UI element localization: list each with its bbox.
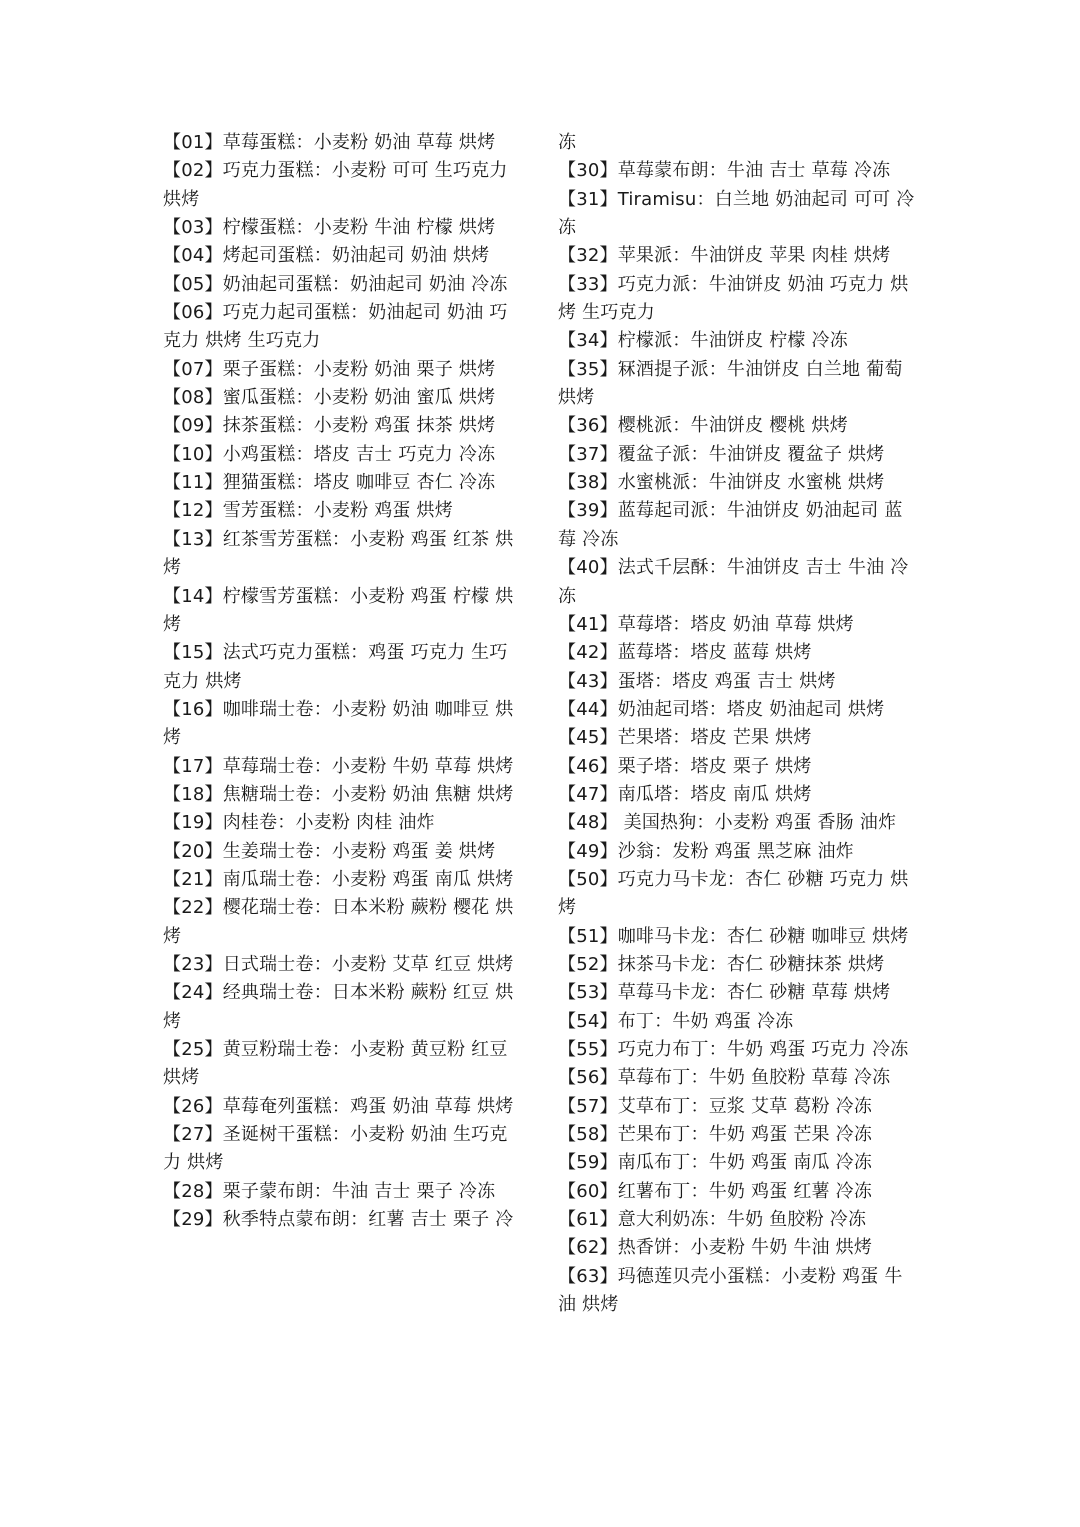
recipe-entry: 【60】红薯布丁：牛奶 鸡蛋 红薯 冷冻 <box>558 1180 873 1202</box>
recipe-entry: 【17】草莓瑞士卷：小麦粉 牛奶 草莓 烘烤 <box>163 755 514 777</box>
recipe-entry: 【23】日式瑞士卷：小麦粉 艾草 红豆 烘烤 <box>163 953 514 975</box>
recipe-entry: 【45】芒果塔：塔皮 芒果 烘烤 <box>558 727 812 749</box>
recipe-entry: 【03】柠檬蛋糕：小麦粉 牛油 柠檬 烘烤 <box>163 217 496 239</box>
recipe-entry: 【12】雪芳蛋糕：小麦粉 鸡蛋 烘烤 <box>163 500 453 522</box>
recipe-entry: 【49】沙翁：发粉 鸡蛋 黑芝麻 油炸 <box>558 840 854 862</box>
recipe-entry: 【22】樱花瑞士卷：日本米粉 蕨粉 樱花 烘烤 <box>163 897 514 947</box>
recipe-entry: 【29】秋季特点蒙布朗：红薯 吉士 栗子 冷 <box>163 1209 514 1231</box>
recipe-entry: 【48】 美国热狗：小麦粉 鸡蛋 香肠 油炸 <box>558 812 897 834</box>
recipe-entry: 【38】水蜜桃派：牛油饼皮 水蜜桃 烘烤 <box>558 472 885 494</box>
recipe-entry: 【09】抹茶蛋糕：小麦粉 鸡蛋 抹茶 烘烤 <box>163 415 496 437</box>
recipe-entry: 【58】芒果布丁：牛奶 鸡蛋 芒果 冷冻 <box>558 1124 873 1146</box>
recipe-entry: 【47】南瓜塔：塔皮 南瓜 烘烤 <box>558 783 812 805</box>
recipe-entry: 【61】意大利奶冻：牛奶 鱼胶粉 冷冻 <box>558 1209 867 1231</box>
recipe-entry: 【51】咖啡马卡龙：杏仁 砂糖 咖啡豆 烘烤 <box>558 925 909 947</box>
recipe-entry: 【10】小鸡蛋糕：塔皮 吉士 巧克力 冷冻 <box>163 443 496 465</box>
recipe-entry: 【33】巧克力派：牛油饼皮 奶油 巧克力 烘烤 生巧克力 <box>558 273 909 324</box>
recipe-entry: 【59】南瓜布丁：牛奶 鸡蛋 南瓜 冷冻 <box>558 1152 873 1174</box>
recipe-list-right-column <box>558 129 920 1319</box>
recipe-entry: 【30】草莓蒙布朗：牛油 吉士 草莓 冷冻 <box>558 160 891 182</box>
recipe-entry-continuation: 冻 <box>558 132 577 153</box>
recipe-entry: 【01】草莓蛋糕：小麦粉 奶油 草莓 烘烤 <box>163 132 496 153</box>
recipe-entry: 【16】咖啡瑞士卷：小麦粉 奶油 咖啡豆 烘烤 <box>163 698 514 749</box>
recipe-entry: 【21】南瓜瑞士卷：小麦粉 鸡蛋 南瓜 烘烤 <box>163 868 514 890</box>
recipe-entry: 【27】圣诞树干蛋糕：小麦粉 奶油 生巧克力 烘烤 <box>163 1124 508 1174</box>
recipe-entry: 【36】樱桃派：牛油饼皮 樱桃 烘烤 <box>558 415 848 437</box>
recipe-entry: 【54】布丁：牛奶 鸡蛋 冷冻 <box>558 1010 794 1032</box>
recipe-entry: 【05】奶油起司蛋糕：奶油起司 奶油 冷冻 <box>163 273 508 295</box>
recipe-entry: 【46】栗子塔：塔皮 栗子 烘烤 <box>558 755 812 777</box>
recipe-entry: 【43】蛋塔：塔皮 鸡蛋 吉士 烘烤 <box>558 670 836 692</box>
recipe-entry: 【40】法式千层酥：牛油饼皮 吉士 牛油 冷冻 <box>558 557 909 607</box>
recipe-entry: 【39】蓝莓起司派：牛油饼皮 奶油起司 蓝莓 冷冻 <box>558 500 903 550</box>
recipe-entry: 【06】巧克力起司蛋糕：奶油起司 奶油 巧克力 烘烤 生巧克力 <box>163 302 508 352</box>
recipe-entry: 【56】草莓布丁：牛奶 鱼胶粉 草莓 冷冻 <box>558 1067 891 1089</box>
recipe-entry: 【62】热香饼：小麦粉 牛奶 牛油 烘烤 <box>558 1237 873 1259</box>
recipe-list-left-column <box>163 129 523 1234</box>
recipe-entry: 【26】草莓奄列蛋糕：鸡蛋 奶油 草莓 烘烤 <box>163 1095 514 1117</box>
recipe-entry: 【25】黄豆粉瑞士卷：小麦粉 黄豆粉 红豆 烘烤 <box>163 1039 508 1089</box>
recipe-entry: 【14】柠檬雪芳蛋糕：小麦粉 鸡蛋 柠檬 烘烤 <box>163 585 514 635</box>
recipe-entry: 【08】蜜瓜蛋糕：小麦粉 奶油 蜜瓜 烘烤 <box>163 387 496 409</box>
recipe-entry: 【41】草莓塔：塔皮 奶油 草莓 烘烤 <box>558 613 854 635</box>
recipe-entry: 【31】Tiramisu：白兰地 奶油起司 可可 冷冻 <box>558 188 915 239</box>
recipe-entry: 【11】狸猫蛋糕：塔皮 咖啡豆 杏仁 冷冻 <box>163 472 496 494</box>
recipe-entry: 【18】焦糖瑞士卷：小麦粉 奶油 焦糖 烘烤 <box>163 783 514 805</box>
recipe-entry: 【32】苹果派：牛油饼皮 苹果 肉桂 烘烤 <box>558 245 891 267</box>
recipe-entry: 【63】玛德莲贝壳小蛋糕：小麦粉 鸡蛋 牛油 烘烤 <box>558 1265 903 1316</box>
recipe-entry: 【19】肉桂卷：小麦粉 肉桂 油炸 <box>163 812 435 834</box>
recipe-entry: 【24】经典瑞士卷：日本米粉 蕨粉 红豆 烘烤 <box>163 982 514 1032</box>
recipe-entry: 【42】蓝莓塔：塔皮 蓝莓 烘烤 <box>558 642 812 664</box>
recipe-entry: 【37】覆盆子派：牛油饼皮 覆盆子 烘烤 <box>558 443 885 465</box>
recipe-entry: 【35】冧酒提子派：牛油饼皮 白兰地 葡萄 烘烤 <box>558 358 903 409</box>
recipe-entry: 【15】法式巧克力蛋糕：鸡蛋 巧克力 生巧克力 烘烤 <box>163 642 508 692</box>
recipe-entry: 【07】栗子蛋糕：小麦粉 奶油 栗子 烘烤 <box>163 358 496 380</box>
recipe-entry: 【13】红茶雪芳蛋糕：小麦粉 鸡蛋 红茶 烘烤 <box>163 528 514 579</box>
recipe-entry: 【34】柠檬派：牛油饼皮 柠檬 冷冻 <box>558 330 848 352</box>
recipe-entry: 【04】烤起司蛋糕：奶油起司 奶油 烘烤 <box>163 245 490 267</box>
recipe-entry: 【44】奶油起司塔：塔皮 奶油起司 烘烤 <box>558 698 885 720</box>
recipe-entry: 【28】栗子蒙布朗：牛油 吉士 栗子 冷冻 <box>163 1180 496 1202</box>
recipe-entry: 【57】艾草布丁：豆浆 艾草 葛粉 冷冻 <box>558 1095 873 1117</box>
recipe-entry: 【02】巧克力蛋糕：小麦粉 可可 生巧克力 烘烤 <box>163 160 508 210</box>
recipe-entry: 【50】巧克力马卡龙：杏仁 砂糖 巧克力 烘烤 <box>558 868 909 919</box>
recipe-entry: 【20】生姜瑞士卷：小麦粉 鸡蛋 姜 烘烤 <box>163 840 496 862</box>
recipe-entry: 【55】巧克力布丁：牛奶 鸡蛋 巧克力 冷冻 <box>558 1039 909 1060</box>
recipe-entry: 【53】草莓马卡龙：杏仁 砂糖 草莓 烘烤 <box>558 982 891 1004</box>
recipe-entry: 【52】抹茶马卡龙：杏仁 砂糖抹茶 烘烤 <box>558 953 885 975</box>
